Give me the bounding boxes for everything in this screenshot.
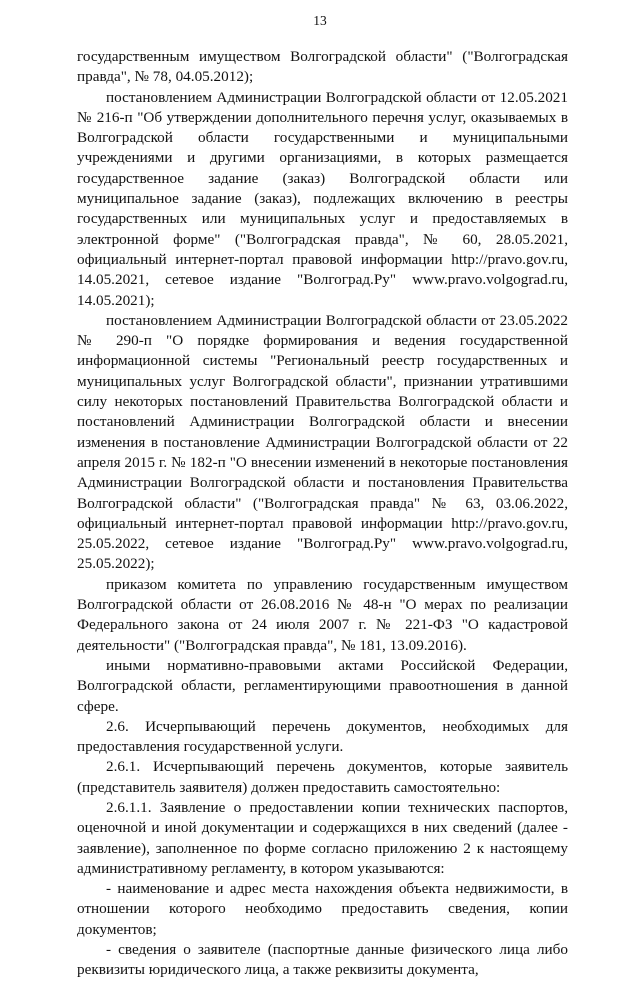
page-number: 13 — [313, 13, 327, 28]
paragraph-order-48n: приказом комитета по управлению государственным имуществом Волгоградской области от 26.08.2016 № 48-н "О мерах по реализации Федерального закона от 24 июля 2007 г. № 221-ФЗ "О кадастровой деятельности" ("Волгоградская правда", № 181, 13.09.2016). — [77, 575, 568, 654]
paragraph-resolution-290p: постановлением Администрации Волгоградской области от 23.05.2022 № 290-п "О порядке формирования и ведения государственной информационной системы "Региональный реестр государственных и муниципальных услуг Волгоградской области", признании утратившими силу некоторых постановлений Правительства Волгоградской области и постановлений Администрации Волгоградской области и внесении изменения в постановление Администрации Волгоградской области от 22 апреля 2015 г. № 182-п "О внесении изменений в некоторые постановления Администрации Волгоградской области и постановления Правительства Волгоградской области" ("Волгоградская правда" № 63, 03.06.2022, официальный интернет-портал правовой информации http://pravo.gov.ru, 25.05.2022, сетевое издание "Волгоград.Ру" www.pravo.volgograd.ru, 25.05.2022); — [77, 311, 568, 573]
list-item-applicant-info: - сведения о заявителе (паспортные данные физического лица либо реквизиты юридического лица, а также реквизиты документа, — [77, 941, 568, 979]
section-2-6-1: 2.6.1. Исчерпывающий перечень документов, которые заявитель (представитель заявителя) должен предоставить самостоятельно: — [77, 758, 568, 796]
paragraph-resolution-216p: постановлением Администрации Волгоградской области от 12.05.2021 № 216-п "Об утверждении дополнительного перечня услуг, оказываемых в Волгоградской области государственными и муниципальными учреждениями и другими организациями, в которых размещается государственное задание (заказ) Волгоградской области или муниципальное задание (заказ), подлежащих включению в реестры государственных или муниципальных услуг и предоставляемых в электронной форме" ("Волгоградская правда", № 60, 28.05.2021, официальный интернет-портал правовой информации http://pravo.gov.ru, 14.05.2021, сетевое издание "Волгоград.Ру" www.pravo.volgograd.ru, 14.05.2021); — [77, 88, 568, 309]
section-2-6-heading: 2.6. Исчерпывающий перечень документов, необходимых для предоставления государственной услуги. — [77, 717, 568, 756]
section-2-6-1-1: 2.6.1.1. Заявление о предоставлении копии технических паспортов, оценочной и иной документации и содержащихся в них сведений (далее - заявление), заполненное по форме согласно приложению 2 к настоящему административному регламенту, в котором указываются: — [77, 798, 568, 877]
paragraph-continuation: государственным имуществом Волгоградской области" ("Волгоградская правда", № 78, 04.05.2012); — [77, 48, 568, 86]
list-item-object-address: - наименование и адрес места нахождения объекта недвижимости, в отношении которого необходимо предоставить сведения, копии документов; — [77, 880, 568, 938]
document-body — [77, 47, 568, 981]
paragraph-other-acts: иными нормативно-правовыми актами Российской Федерации, Волгоградской области, регламентирующими правоотношения в данной сфере. — [77, 656, 568, 715]
